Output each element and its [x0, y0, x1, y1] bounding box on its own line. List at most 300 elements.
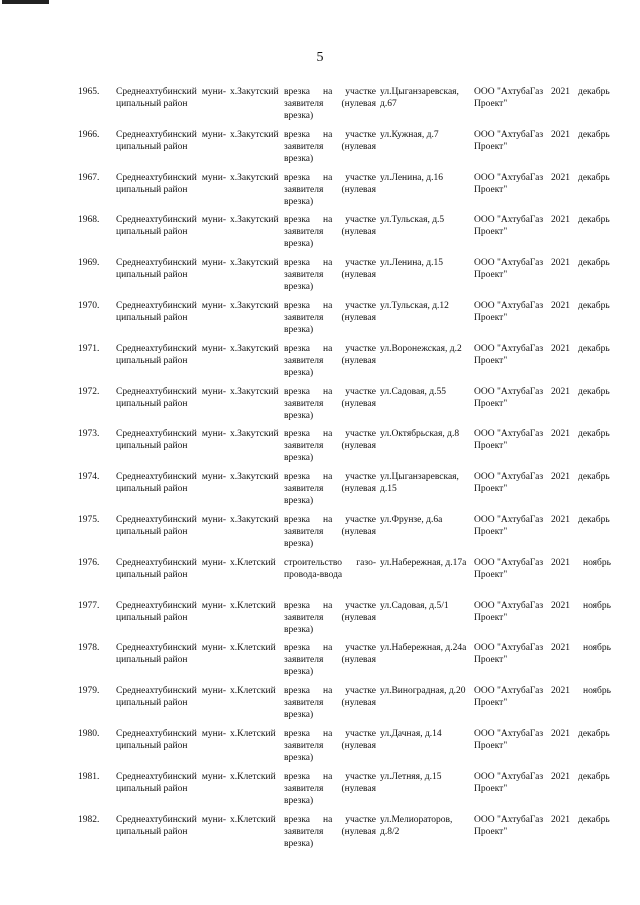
work-word: на: [322, 343, 333, 354]
work-word: заявителя: [284, 526, 324, 537]
district-line: [116, 514, 226, 526]
district-line: [116, 557, 226, 569]
district-cell: [116, 129, 226, 153]
year-cell: 2021: [551, 643, 570, 654]
district-cell: [116, 557, 226, 581]
address-line: ул.Садовая, д.55: [380, 386, 446, 397]
organization-line: ООО "АхтубаГаз: [474, 429, 544, 440]
district-word: муни-: [201, 129, 226, 140]
organization-cell: [474, 600, 546, 624]
table-row: [0, 300, 640, 343]
table-row: [0, 728, 640, 771]
district-line: [116, 129, 226, 141]
work-line: [284, 557, 376, 569]
address-line: ул.Тульская, д.5: [380, 215, 445, 226]
work-line: [284, 343, 376, 355]
address-line: ул.Ленина, д.15: [380, 258, 443, 269]
district-word: Среднеахтубинский: [116, 771, 197, 782]
settlement-cell: х.Закутский: [230, 472, 279, 483]
address-line: ул.Набережная, д.17а: [380, 557, 467, 568]
work-word: заявителя: [284, 141, 324, 152]
address-line: ул.Цыганзаревская,: [380, 87, 459, 97]
district-cell: [116, 771, 226, 795]
district-line: ципальный район: [116, 740, 188, 751]
work-line: [284, 685, 376, 697]
work-word: участке: [345, 472, 376, 483]
work-line: [284, 300, 376, 312]
work-word: участке: [345, 600, 376, 611]
district-line: [116, 728, 226, 740]
district-cell: [116, 600, 226, 624]
district-word: Среднеахтубинский: [116, 728, 197, 739]
district-cell: [116, 642, 226, 666]
work-line: [284, 257, 376, 269]
year-cell: 2021: [551, 258, 570, 269]
work-line: [284, 483, 376, 495]
work-type-cell: [284, 557, 376, 581]
work-line: врезка): [284, 282, 314, 293]
district-line: [116, 300, 226, 312]
year-cell: 2021: [551, 215, 570, 226]
organization-cell: [474, 471, 546, 495]
settlement-cell: х.Клетский: [230, 600, 276, 611]
work-word: строительство: [284, 557, 343, 568]
address-line: ул.Ленина, д.16: [380, 172, 443, 183]
work-word: (нулевая: [341, 526, 376, 537]
year-cell: 2021: [551, 728, 570, 739]
organization-line: ООО "АхтубаГаз: [474, 129, 544, 140]
work-word: участке: [345, 728, 376, 739]
district-word: муни-: [201, 343, 226, 354]
work-word: (нулевая: [341, 826, 376, 837]
row-number: 1970.: [78, 300, 100, 311]
district-word: муни-: [201, 814, 226, 825]
district-cell: [116, 86, 226, 110]
work-line: врезка): [284, 624, 314, 635]
district-line: [116, 86, 226, 98]
work-line: [284, 814, 376, 826]
month-cell: ноябрь: [583, 643, 611, 654]
work-line: [284, 612, 376, 624]
work-type-cell: [284, 600, 376, 636]
work-word: (нулевая: [341, 270, 376, 281]
work-word: участке: [345, 771, 376, 782]
table-row: [0, 814, 640, 857]
address-cell: [380, 300, 468, 312]
district-cell: [116, 386, 226, 410]
organization-line: Проект": [474, 184, 508, 195]
organization-line: ООО "АхтубаГаз: [474, 386, 544, 397]
work-word: (нулевая: [341, 484, 376, 495]
settlement-cell: х.Закутский: [230, 87, 279, 97]
work-line: [284, 771, 376, 783]
work-line: [284, 214, 376, 226]
month-cell: декабрь: [578, 728, 610, 739]
address-cell: [380, 814, 468, 838]
district-word: муни-: [201, 300, 226, 311]
work-word: (нулевая: [341, 398, 376, 409]
work-word: врезка: [284, 514, 311, 525]
organization-line: Проект": [474, 740, 508, 751]
work-line: врезка): [284, 239, 314, 250]
year-cell: 2021: [551, 472, 570, 483]
district-line: ципальный район: [116, 612, 188, 623]
district-line: ципальный район: [116, 398, 188, 409]
address-line: ул.Октябрьская, д.8: [380, 429, 460, 440]
page-number: 5: [316, 50, 324, 65]
work-line: [284, 428, 376, 440]
address-line: д.67: [380, 99, 397, 109]
settlement-cell: х.Закутский: [230, 429, 279, 440]
work-line: [284, 184, 376, 196]
work-word: на: [322, 129, 333, 140]
organization-line: Проект": [474, 355, 508, 366]
work-line: врезка): [284, 710, 314, 721]
month-cell: декабрь: [578, 300, 610, 311]
district-line: ципальный район: [116, 227, 188, 238]
year-cell: 2021: [551, 429, 570, 440]
address-cell: [380, 557, 468, 569]
settlement-cell: х.Закутский: [230, 215, 279, 226]
organization-line: ООО "АхтубаГаз: [474, 215, 544, 226]
work-word: (нулевая: [341, 227, 376, 238]
settlement-cell: х.Закутский: [230, 258, 279, 269]
row-number: 1971.: [78, 343, 100, 354]
settlement-cell: х.Закутский: [230, 343, 279, 354]
year-cell: 2021: [551, 771, 570, 782]
settlement-cell: х.Клетский: [230, 557, 276, 568]
address-cell: [380, 86, 468, 110]
work-word: на: [322, 258, 333, 269]
table-row: [0, 257, 640, 300]
district-cell: [116, 257, 226, 281]
work-word: (нулевая: [341, 740, 376, 751]
organization-cell: [474, 257, 546, 281]
work-word: на: [322, 300, 333, 311]
work-word: (нулевая: [341, 312, 376, 323]
district-word: Среднеахтубинский: [116, 87, 197, 97]
address-cell: [380, 386, 468, 398]
district-word: Среднеахтубинский: [116, 557, 197, 568]
work-line: [284, 514, 376, 526]
work-line: врезка): [284, 795, 314, 806]
year-cell: 2021: [551, 557, 570, 568]
address-cell: [380, 214, 468, 226]
district-word: муни-: [201, 87, 226, 97]
district-line: [116, 428, 226, 440]
work-word: участке: [345, 87, 376, 97]
settlement-cell: х.Клетский: [230, 814, 276, 825]
work-line: врезка): [284, 838, 314, 849]
district-word: Среднеахтубинский: [116, 429, 197, 440]
work-word: заявителя: [284, 826, 324, 837]
work-type-cell: [284, 214, 376, 250]
organization-cell: [474, 172, 546, 196]
organization-line: Проект": [474, 484, 508, 495]
work-type-cell: [284, 300, 376, 336]
table-row: [0, 514, 640, 557]
work-word: врезка: [284, 300, 311, 311]
organization-cell: [474, 814, 546, 838]
row-number: 1976.: [78, 557, 100, 568]
district-line: ципальный район: [116, 184, 188, 195]
table-row: [0, 172, 640, 215]
table-row: [0, 600, 640, 643]
address-line: ул.Воронежская, д.2: [380, 343, 462, 354]
work-type-cell: [284, 428, 376, 464]
work-word: участке: [345, 686, 376, 697]
district-word: Среднеахтубинский: [116, 172, 197, 183]
work-word: участке: [345, 172, 376, 183]
work-word: заявителя: [284, 484, 324, 495]
work-word: заявителя: [284, 398, 324, 409]
organization-cell: [474, 300, 546, 324]
work-line: [284, 826, 376, 838]
row-number: 1966.: [78, 129, 100, 140]
organization-line: ООО "АхтубаГаз: [474, 728, 544, 739]
district-word: Среднеахтубинский: [116, 686, 197, 697]
settlement-cell: х.Клетский: [230, 771, 276, 782]
organization-line: Проект": [474, 270, 508, 281]
district-word: Среднеахтубинский: [116, 343, 197, 354]
work-type-cell: [284, 343, 376, 379]
district-cell: [116, 428, 226, 452]
organization-cell: [474, 129, 546, 153]
year-cell: 2021: [551, 514, 570, 525]
work-word: врезка: [284, 258, 311, 269]
work-word: заявителя: [284, 184, 324, 195]
district-line: ципальный район: [116, 826, 188, 837]
district-cell: [116, 728, 226, 752]
district-line: ципальный район: [116, 99, 188, 109]
address-line: ул.Виноградная, д.20: [380, 686, 466, 697]
work-word: врезка: [284, 215, 311, 226]
row-number: 1981.: [78, 771, 100, 782]
address-line: ул.Фрунзе, д.6а: [380, 514, 443, 525]
work-line: врезка): [284, 324, 314, 335]
month-cell: декабрь: [578, 429, 610, 440]
row-number: 1969.: [78, 258, 100, 269]
work-line: врезка): [284, 111, 314, 121]
organization-cell: [474, 685, 546, 709]
district-word: муни-: [201, 258, 226, 269]
work-word: заявителя: [284, 227, 324, 238]
district-line: ципальный район: [116, 484, 188, 495]
work-word: на: [322, 172, 333, 183]
work-line: [284, 697, 376, 709]
work-type-cell: [284, 257, 376, 293]
year-cell: 2021: [551, 814, 570, 825]
work-word: участке: [345, 429, 376, 440]
district-cell: [116, 300, 226, 324]
work-line: врезка): [284, 196, 314, 207]
table-row: [0, 557, 640, 600]
district-line: [116, 642, 226, 654]
address-line: ул.Кужная, д.7: [380, 129, 439, 140]
work-line: [284, 740, 376, 752]
month-cell: декабрь: [578, 472, 610, 483]
district-line: [116, 172, 226, 184]
district-line: [116, 214, 226, 226]
district-word: муни-: [201, 429, 226, 440]
district-line: ципальный район: [116, 141, 188, 152]
address-line: ул.Мелиораторов, д.8/2: [380, 814, 453, 837]
work-line: [284, 141, 376, 153]
district-word: муни-: [201, 643, 226, 654]
work-word: (нулевая: [341, 655, 376, 666]
work-word: заявителя: [284, 355, 324, 366]
work-word: врезка: [284, 643, 311, 654]
row-number: 1967.: [78, 172, 100, 183]
settlement-cell: х.Закутский: [230, 172, 279, 183]
settlement-cell: х.Закутский: [230, 514, 279, 525]
district-line: ципальный район: [116, 698, 188, 709]
year-cell: 2021: [551, 300, 570, 311]
district-word: муни-: [201, 172, 226, 183]
work-word: врезка: [284, 129, 311, 140]
row-number: 1974.: [78, 472, 100, 483]
work-line: [284, 226, 376, 238]
year-cell: 2021: [551, 172, 570, 183]
district-cell: [116, 343, 226, 367]
month-cell: декабрь: [578, 258, 610, 269]
organization-line: ООО "АхтубаГаз: [474, 343, 544, 354]
address-cell: [380, 600, 468, 612]
organization-line: Проект": [474, 826, 508, 837]
work-word: на: [322, 728, 333, 739]
row-number: 1972.: [78, 386, 100, 397]
work-word: врезка: [284, 686, 311, 697]
work-type-cell: [284, 814, 376, 850]
settlement-cell: х.Закутский: [230, 386, 279, 397]
work-line: [284, 440, 376, 452]
district-word: муни-: [201, 472, 226, 483]
work-type-cell: [284, 129, 376, 165]
organization-cell: [474, 386, 546, 410]
district-cell: [116, 514, 226, 538]
row-number: 1978.: [78, 643, 100, 654]
district-word: муни-: [201, 686, 226, 697]
settlement-cell: х.Закутский: [230, 129, 279, 140]
work-line: [284, 398, 376, 410]
month-cell: ноябрь: [583, 686, 611, 697]
work-word: участке: [345, 814, 376, 825]
address-line: ул.Набережная, д.24а: [380, 643, 467, 654]
settlement-cell: х.Клетский: [230, 643, 276, 654]
district-word: муни-: [201, 728, 226, 739]
address-cell: [380, 642, 468, 654]
address-line: ул.Тульская, д.12: [380, 300, 449, 311]
address-cell: [380, 685, 468, 697]
table-row: [0, 214, 640, 257]
address-cell: [380, 129, 468, 141]
address-cell: [380, 343, 468, 355]
work-word: на: [322, 215, 333, 226]
year-cell: 2021: [551, 386, 570, 397]
district-word: Среднеахтубинский: [116, 472, 197, 483]
top-edge-mark: [2, 0, 49, 4]
work-word: участке: [345, 343, 376, 354]
district-word: Среднеахтубинский: [116, 386, 197, 397]
work-word: врезка: [284, 343, 311, 354]
row-number: 1980.: [78, 728, 100, 739]
address-cell: [380, 257, 468, 269]
organization-line: ООО "АхтубаГаз: [474, 472, 544, 483]
work-word: на: [322, 386, 333, 397]
table-row: [0, 642, 640, 685]
work-word: участке: [345, 215, 376, 226]
work-word: врезка: [284, 386, 311, 397]
table-row: [0, 771, 640, 814]
work-word: врезка: [284, 429, 311, 440]
organization-line: Проект": [474, 569, 508, 580]
work-line: [284, 355, 376, 367]
district-word: муни-: [201, 557, 226, 568]
address-cell: [380, 771, 468, 783]
row-number: 1968.: [78, 215, 100, 226]
district-line: [116, 600, 226, 612]
address-cell: [380, 172, 468, 184]
row-number: 1975.: [78, 514, 100, 525]
work-line: врезка): [284, 667, 314, 678]
work-word: заявителя: [284, 441, 324, 452]
work-word: (нулевая: [341, 355, 376, 366]
month-cell: декабрь: [578, 771, 610, 782]
work-word: заявителя: [284, 99, 324, 109]
work-line: [284, 471, 376, 483]
work-word: (нулевая: [341, 441, 376, 452]
district-line: [116, 814, 226, 826]
organization-line: ООО "АхтубаГаз: [474, 686, 544, 697]
organization-line: Проект": [474, 655, 508, 666]
district-word: Среднеахтубинский: [116, 643, 197, 654]
work-word: заявителя: [284, 655, 324, 666]
district-cell: [116, 814, 226, 838]
work-word: заявителя: [284, 270, 324, 281]
work-word: врезка: [284, 771, 311, 782]
work-type-cell: [284, 86, 376, 122]
work-line: [284, 526, 376, 538]
work-word: заявителя: [284, 312, 324, 323]
address-cell: [380, 428, 468, 440]
work-type-cell: [284, 642, 376, 678]
work-word: участке: [345, 514, 376, 525]
work-line: [284, 386, 376, 398]
organization-line: Проект": [474, 526, 508, 537]
work-word: врезка: [284, 472, 311, 483]
address-line: ул.Дачная, д.14: [380, 728, 442, 739]
district-line: ципальный район: [116, 270, 188, 281]
district-word: Среднеахтубинский: [116, 300, 197, 311]
work-word: (нулевая: [341, 99, 376, 109]
work-word: на: [322, 814, 333, 825]
district-word: муни-: [201, 771, 226, 782]
work-word: (нулевая: [341, 612, 376, 623]
table-row: [0, 343, 640, 386]
work-word: заявителя: [284, 612, 324, 623]
district-word: Среднеахтубинский: [116, 129, 197, 140]
work-line: [284, 86, 376, 98]
work-word: на: [322, 87, 333, 97]
organization-cell: [474, 86, 546, 110]
table-row: [0, 685, 640, 728]
district-word: Среднеахтубинский: [116, 814, 197, 825]
work-word: (нулевая: [341, 698, 376, 709]
organization-line: ООО "АхтубаГаз: [474, 172, 544, 183]
work-word: врезка: [284, 814, 311, 825]
organization-cell: [474, 557, 546, 581]
address-line: ул.Цыганзаревская,: [380, 472, 459, 483]
